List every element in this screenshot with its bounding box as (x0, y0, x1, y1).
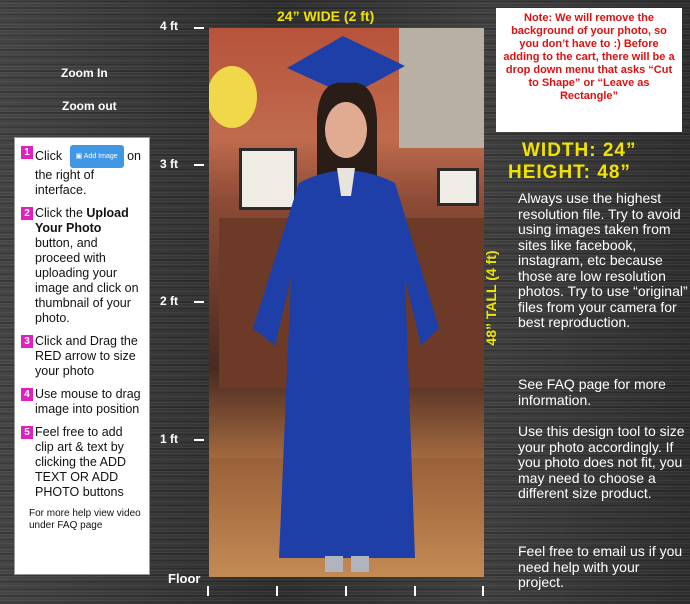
bottom-tick-1 (276, 586, 278, 596)
image-icon: ▣ (75, 153, 84, 160)
help-note: For more help view video under FAQ page (29, 508, 141, 531)
instruction-step-1 (21, 145, 143, 198)
step-2-text-end: button, and proceed with uploading your image and click on thumbnail of your photo. (35, 236, 139, 325)
email-help-note: Feel free to email us if you need help with your project. (518, 543, 683, 590)
instruction-step-5 (21, 425, 143, 500)
zoom-in-button[interactable]: Zoom In (61, 66, 108, 80)
bottom-tick-2 (345, 586, 347, 596)
bottom-tick-4 (482, 586, 484, 596)
photo-canvas[interactable] (209, 28, 484, 577)
bottom-tick-0 (207, 586, 209, 596)
step-2-text-start: Click the (35, 206, 87, 220)
ruler-label-4ft: 4 ft (160, 19, 178, 33)
step-1-text-start: Click (35, 148, 63, 163)
ruler-tick-1ft (194, 439, 204, 441)
height-label: 48” TALL (4 ft) (483, 250, 499, 346)
step-number-3: 3 (21, 335, 33, 348)
upload-photo-emphasis: Upload Your Photo (35, 206, 129, 235)
ruler-label-floor: Floor (168, 571, 201, 586)
graduation-gown (253, 171, 439, 559)
step-number-1: 1 (21, 146, 33, 159)
resolution-tip: Always use the highest resolution file. Try to avoid using images taken from sites like facebook, instagram, etc because those are low resolution photos. Try to use “original” files from your camera for best reproduction. (518, 190, 688, 330)
add-image-button[interactable] (70, 145, 124, 168)
faq-note: See FAQ page for more information. (518, 376, 666, 408)
ruler-tick-4ft (194, 27, 204, 29)
instruction-step-4 (21, 387, 143, 417)
ruler-label-2ft: 2 ft (160, 294, 178, 308)
instruction-step-3 (21, 334, 143, 379)
step-4-text: Use mouse to drag image into position (35, 387, 141, 416)
graduate-figure (209, 28, 484, 577)
ruler-tick-3ft (194, 164, 204, 166)
instruction-step-2 (21, 206, 143, 326)
add-image-label: Add Image (83, 153, 118, 160)
step-number-4: 4 (21, 388, 33, 401)
zoom-out-button[interactable]: Zoom out (62, 99, 117, 113)
width-label: 24” WIDE (2 ft) (277, 8, 375, 24)
instructions-panel (14, 137, 150, 575)
step-3-text: Click and Drag the RED arrow to size your photo (35, 334, 138, 378)
sizing-tip: Use this design tool to size your photo accordingly. If you photo does not fit, you may need to choose a different size product. (518, 423, 685, 501)
bottom-tick-3 (414, 586, 416, 596)
background-removal-note: Note: We will remove the background of your photo, so you don’t have to :) Before adding to the cart, there will be a drop down menu that asks “Cut to Shape” or “Leave as Rectangle” (496, 8, 682, 132)
ruler-label-3ft: 3 ft (160, 157, 178, 171)
height-dimension: HEIGHT: 48” (508, 162, 631, 183)
ruler-tick-2ft (194, 301, 204, 303)
ruler-label-1ft: 1 ft (160, 432, 178, 446)
step-5-text: Feel free to add clip art & text by clicking the ADD TEXT OR ADD PHOTO buttons (35, 425, 127, 499)
step-number-2: 2 (21, 207, 33, 220)
step-number-5: 5 (21, 426, 33, 439)
step-1-text-end: on the right of interface. (35, 148, 142, 197)
width-dimension: WIDTH: 24” (522, 140, 637, 161)
